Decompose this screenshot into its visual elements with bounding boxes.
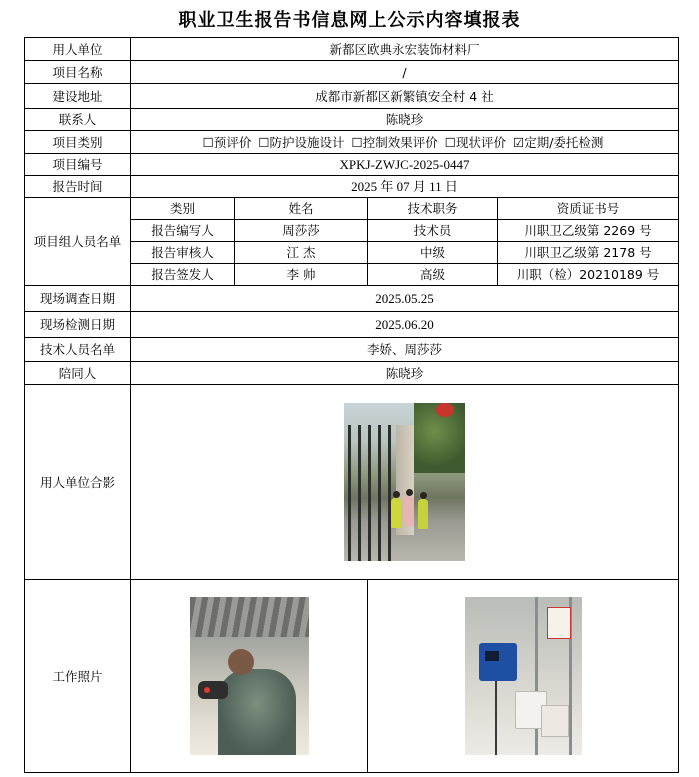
row-contact xyxy=(25,109,679,131)
report-time-label: 报告时间 xyxy=(25,176,131,198)
survey-date-value: 2025.05.25 xyxy=(131,286,679,312)
employer-label: 用人单位 xyxy=(25,38,131,61)
team-header-row xyxy=(25,198,679,220)
team-cell-title: 中级 xyxy=(368,242,498,264)
test-date-label: 现场检测日期 xyxy=(25,312,131,338)
escort-label: 陪同人 xyxy=(25,362,131,385)
disclosure-form-table xyxy=(24,37,679,773)
work-photo-cell-2 xyxy=(368,580,679,773)
row-test-date xyxy=(25,312,679,338)
category-options xyxy=(131,131,679,154)
row-address xyxy=(25,84,679,109)
team-cell-title: 技术员 xyxy=(368,220,498,242)
report-time-value: 2025 年 07 月 11 日 xyxy=(131,176,679,198)
row-tech-staff xyxy=(25,338,679,362)
row-project-no xyxy=(25,154,679,176)
tech-staff-label: 技术人员名单 xyxy=(25,338,131,362)
checkbox-icon: ☐ xyxy=(351,134,363,150)
row-project-name xyxy=(25,61,679,84)
team-cell-name: 李 帅 xyxy=(235,264,368,286)
team-cell-category: 报告审核人 xyxy=(131,242,235,264)
project-name-label: 项目名称 xyxy=(25,61,131,84)
group-photo-image xyxy=(344,403,465,561)
survey-date-label: 现场调查日期 xyxy=(25,286,131,312)
group-photo-cell xyxy=(131,385,679,580)
work-photo-cell-1 xyxy=(131,580,368,773)
row-employer xyxy=(25,38,679,61)
form-title: 职业卫生报告书信息网上公示内容填报表 xyxy=(178,10,521,31)
checkbox-icon: ☐ xyxy=(444,134,456,150)
team-header-title: 技术职务 xyxy=(368,198,498,220)
tech-staff-value: 李娇、周莎莎 xyxy=(131,338,679,362)
category-option-control-eval[interactable]: ☐控制效果评价 xyxy=(351,134,438,150)
team-header-name: 姓名 xyxy=(235,198,368,220)
contact-value: 陈晓珍 xyxy=(131,109,679,131)
team-cell-cert: 川职（检）20210189 号 xyxy=(498,264,679,286)
team-cell-name: 江 杰 xyxy=(235,242,368,264)
team-label: 项目组人员名单 xyxy=(25,198,131,286)
employer-value: 新都区欧典永宏装饰材料厂 xyxy=(131,38,679,61)
checked-checkbox-icon: ☑ xyxy=(512,134,525,150)
team-header-category: 类别 xyxy=(131,198,235,220)
category-option-pre-eval[interactable]: ☐预评价 xyxy=(202,134,252,150)
address-value: 成都市新都区新繁镇安全村 4 社 xyxy=(131,84,679,109)
category-option-protection-design[interactable]: ☐防护设施设计 xyxy=(258,134,345,150)
category-option-periodic-test[interactable]: ☑定期/委托检测 xyxy=(512,134,604,150)
team-cell-name: 周莎莎 xyxy=(235,220,368,242)
group-photo-label: 用人单位合影 xyxy=(25,385,131,580)
team-header-cert: 资质证书号 xyxy=(498,198,679,220)
row-report-time xyxy=(25,176,679,198)
project-no-value: XPKJ-ZWJC-2025-0447 xyxy=(131,154,679,176)
team-cell-category: 报告签发人 xyxy=(131,264,235,286)
contact-label: 联系人 xyxy=(25,109,131,131)
team-cell-cert: 川职卫乙级第 2178 号 xyxy=(498,242,679,264)
category-label: 项目类别 xyxy=(25,131,131,154)
project-name-value: / xyxy=(131,61,679,84)
address-label: 建设地址 xyxy=(25,84,131,109)
escort-value: 陈晓珍 xyxy=(131,362,679,385)
checkbox-icon: ☐ xyxy=(258,134,270,150)
row-work-photos xyxy=(25,580,679,773)
test-date-value: 2025.06.20 xyxy=(131,312,679,338)
team-cell-title: 高级 xyxy=(368,264,498,286)
row-escort xyxy=(25,362,679,385)
project-no-label: 项目编号 xyxy=(25,154,131,176)
row-category xyxy=(25,131,679,154)
checkbox-icon: ☐ xyxy=(202,134,214,150)
work-photo-label: 工作照片 xyxy=(25,580,131,773)
category-option-status-eval[interactable]: ☐现状评价 xyxy=(444,134,506,150)
row-survey-date xyxy=(25,286,679,312)
work-photo-image-2 xyxy=(465,597,582,755)
work-photo-image-1 xyxy=(190,597,309,755)
team-cell-category: 报告编写人 xyxy=(131,220,235,242)
row-group-photo xyxy=(25,385,679,580)
team-cell-cert: 川职卫乙级第 2269 号 xyxy=(498,220,679,242)
